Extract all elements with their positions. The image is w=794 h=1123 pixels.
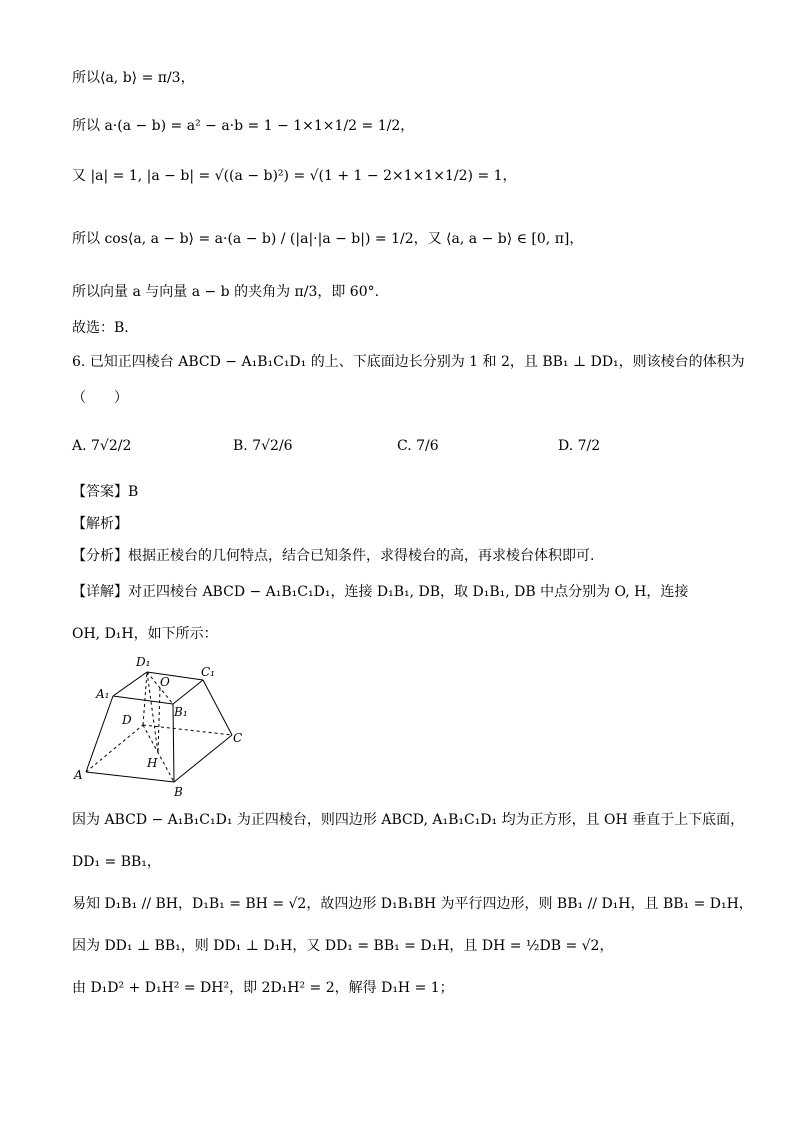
question-number: 6. bbox=[72, 354, 86, 370]
detail-para-3: 易知 D₁B₁ // BH，D₁B₁ = BH = √2，故四边形 D₁B₁BH 为平行四边形，则 BB₁ // D₁H，且 BB₁ = D₁H， bbox=[72, 896, 753, 912]
detail-para-2: DD₁ = BB₁， bbox=[72, 854, 161, 870]
edge-d-c bbox=[143, 725, 232, 735]
prev-choice: 故选：B. bbox=[72, 320, 129, 336]
question-text: 已知正四棱台 ABCD − A₁B₁C₁D₁ 的上、下底面边长分别为 1 和 2，且 BB₁ ⊥ DD₁，则该棱台的体积为 bbox=[89, 354, 745, 370]
option-value: 7/6 bbox=[416, 438, 439, 454]
frustum-figure bbox=[66, 652, 266, 802]
detail-para-5: 由 D₁D² + D₁H² = DH²，即 2D₁H² = 2，解得 D₁H = 1； bbox=[72, 980, 454, 996]
option-c bbox=[397, 436, 439, 456]
label-a1: A₁ bbox=[96, 687, 110, 701]
detail-tag: 【详解】 bbox=[72, 584, 128, 600]
detail-text-1: 对正四棱台 ABCD − A₁B₁C₁D₁，连接 D₁B₁, DB，取 D₁B₁, DB 中点分别为 O, H，连接 bbox=[128, 584, 689, 600]
detail-line-1 bbox=[72, 582, 688, 602]
option-b bbox=[233, 436, 293, 456]
edge-a-a1 bbox=[86, 696, 113, 772]
option-letter: D. bbox=[558, 438, 574, 454]
edge-a1-b1 bbox=[113, 696, 173, 704]
edge-a-b bbox=[86, 772, 174, 782]
label-d1: D₁ bbox=[136, 655, 151, 669]
prev-line-1: 所以⟨a, b⟩ = π/3， bbox=[72, 70, 195, 86]
fenxi-line bbox=[72, 546, 594, 566]
fenxi-tag: 【分析】 bbox=[72, 548, 128, 564]
option-value: 7√2/2 bbox=[91, 438, 132, 454]
option-letter: A. bbox=[72, 438, 87, 454]
answer-line bbox=[72, 482, 138, 502]
fenxi-text: 根据正棱台的几何特点，结合已知条件，求得棱台的高，再求棱台体积即可. bbox=[128, 548, 595, 564]
prev-line-4: 所以 cos⟨a, a − b⟩ = a·(a − b) / (|a|·|a − b|) = 1/2，又 ⟨a, a − b⟩ ∈ [0, π]， bbox=[72, 231, 584, 247]
label-c1: C₁ bbox=[201, 665, 215, 679]
edge-d1-a1 bbox=[113, 672, 147, 696]
segment-o-h bbox=[158, 688, 160, 753]
edge-c-c1 bbox=[203, 680, 232, 735]
analysis-tag: 【解析】 bbox=[72, 516, 128, 532]
prev-line-3: 又 |a| = 1, |a − b| = √((a − b)²) = √(1 + 1 − 2×1×1×1/2) = 1， bbox=[72, 168, 517, 184]
edge-d-d1 bbox=[143, 672, 147, 725]
detail-line-2: OH, D₁H，如下所示： bbox=[72, 626, 218, 642]
frustum-diagram bbox=[66, 652, 266, 802]
option-a bbox=[72, 436, 131, 456]
segment-d1-h bbox=[147, 672, 158, 753]
detail-para-4: 因为 DD₁ ⊥ BB₁，则 DD₁ ⊥ D₁H，又 DD₁ = BB₁ = D₁H，且 DH = ½DB = √2， bbox=[72, 938, 614, 954]
detail-para-1: 因为 ABCD − A₁B₁C₁D₁ 为正四棱台，则四边形 ABCD, A₁B₁C₁D₁ 均为正方形，且 OH 垂直于上下底面， bbox=[72, 812, 745, 828]
edge-b-c bbox=[174, 735, 232, 782]
label-a: A bbox=[74, 768, 83, 782]
label-h: H bbox=[147, 756, 158, 770]
question-6 bbox=[72, 352, 745, 372]
option-letter: B. bbox=[233, 438, 248, 454]
label-c: C bbox=[233, 731, 243, 745]
option-value: 7/2 bbox=[577, 438, 601, 454]
option-value: 7√2/6 bbox=[252, 438, 293, 454]
label-o: O bbox=[160, 675, 170, 689]
answer-value: B bbox=[128, 484, 139, 500]
label-b1: B₁ bbox=[174, 705, 188, 719]
option-letter: C. bbox=[397, 438, 412, 454]
label-b: B bbox=[174, 785, 183, 799]
prev-line-5: 所以向量 a 与向量 a − b 的夹角为 π/3，即 60°. bbox=[72, 284, 380, 300]
diag-d-b bbox=[143, 725, 174, 782]
answer-tag: 【答案】 bbox=[72, 484, 128, 500]
option-d bbox=[558, 436, 600, 456]
prev-line-2: 所以 a·(a − b) = a² − a·b = 1 − 1×1×1/2 = 1/2， bbox=[72, 118, 415, 134]
label-d: D bbox=[122, 713, 132, 727]
edge-b1-c1 bbox=[173, 680, 203, 704]
question-paren: （ ） bbox=[72, 390, 128, 406]
edge-c1-d1 bbox=[147, 672, 203, 680]
